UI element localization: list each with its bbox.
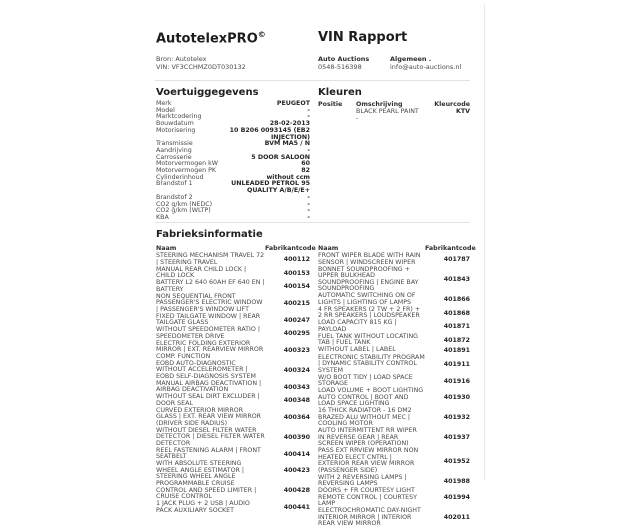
factory-row-code: 400215: [283, 299, 310, 307]
factory-row-name: PASS EXT RRVIEW MIRROR NON HEATED ELECT CNTRL | EXTERIOR REAR VIEW MIRROR (PASSENGER SIDE): [318, 447, 419, 474]
vehicle-row-value: -: [307, 106, 310, 114]
factory-row-name: EOBD AUTO-DIAGNOSTIC WITHOUT ACCELEROMETER | EOBD SELF-DIAGNOSIS SYSTEM: [156, 359, 256, 380]
factory-row-code: 400153: [283, 269, 310, 277]
contact-label: Algemeen .: [390, 55, 432, 63]
factory-row: [156, 294, 310, 314]
header-divider: [155, 80, 470, 81]
factory-row: [156, 361, 310, 381]
factory-right-name-header: Naam: [318, 245, 339, 252]
factory-row: [156, 481, 310, 501]
factory-row: [156, 448, 310, 461]
factory-row: [156, 461, 310, 481]
factory-row-code: 400247: [283, 316, 310, 324]
factory-row: [318, 428, 470, 448]
colors-header-code: Kleurcode: [434, 101, 470, 108]
trademark-symbol: ©: [257, 30, 266, 39]
vehicle-row-value: -: [307, 146, 310, 154]
factory-row: [156, 428, 310, 448]
vehicle-row-label: CO2 g/km (NEDC): [156, 200, 213, 208]
factory-row-code: 401916: [443, 377, 470, 385]
factory-right-header-row: [318, 245, 476, 252]
vehicle-row: [156, 208, 310, 215]
report-title: VIN Rapport: [318, 30, 408, 45]
factory-row-name: AUTO INTERMITTENT RR WIPER IN REVERSE GEAR | REAR SCREEN WIPER (OPERATION): [318, 427, 417, 447]
factory-row-name: CURVED EXTERIOR MIRROR GLASS | EXT. REAR VIEW MIRROR (DRIVER SIDE RADIUS): [156, 406, 262, 427]
factory-row-code: 400364: [283, 413, 310, 421]
factory-row-code: 401988: [443, 477, 470, 485]
factory-row-name: LOAD CAPACITY 815 KG | PAYLOAD: [318, 319, 397, 333]
factory-row-name: AUTOMATIC SWITCHING ON OF LIGHTS | LIGHTING OF LAMPS: [318, 292, 416, 306]
factory-row-name: ELECTROCHROMATIC DAY-NIGHT INTERIOR MIRROR | INTERIOR REAR VIEW MIRROR: [318, 507, 421, 527]
vehicle-row-value: PEUGEOT: [276, 100, 310, 107]
company-phone: 0548-516398: [318, 63, 362, 71]
color-row-description: BLACK PEARL PAINT: [356, 108, 419, 115]
factory-row-name: DOORS + FR COURTESY LIGHT REMOTE CONTROL | COURTESY LAMP: [318, 487, 417, 507]
factory-row-code: 400112: [283, 256, 310, 263]
factory-row: [318, 347, 470, 354]
color-row: [318, 115, 470, 122]
vehicle-row-label: Motorvermogen PK: [156, 167, 217, 175]
vehicle-row-value: 5 DOOR SALOON: [251, 153, 310, 161]
color-row-position: [318, 115, 356, 122]
factory-row: [156, 280, 310, 293]
vehicle-row-label: Cylinderinhoud: [156, 173, 204, 181]
factory-row-code: 400154: [283, 283, 310, 290]
factory-row: [156, 408, 310, 428]
vehicle-row-value: 60: [301, 160, 310, 168]
vehicle-data-table: [156, 101, 310, 222]
factory-row-code: 401787: [443, 256, 470, 263]
contact-email: info@auto-auctions.nl: [390, 63, 462, 71]
factory-row-code: 400414: [283, 450, 310, 458]
vehicle-row-value: without ccm: [266, 173, 310, 181]
color-row-description: -: [356, 115, 359, 122]
vehicle-row-label: Marktcodering: [156, 113, 202, 121]
contact-block: [390, 55, 461, 71]
factory-row-code: 401952: [443, 457, 470, 465]
factory-section-title: Fabrieksinformatie: [156, 229, 263, 240]
factory-row-name: ELECTRIC FOLDING EXTERIOR MIRROR | EXT. REARVIEW MIRROR COMP. FUNCTION: [156, 339, 264, 360]
vehicle-row-value: -: [307, 213, 310, 221]
factory-row-code: 402011: [443, 514, 470, 522]
colors-section-title: Kleuren: [318, 87, 362, 98]
vehicle-row: [156, 181, 310, 194]
vehicle-row-value: 82: [301, 167, 310, 175]
vehicle-row-label: Motorvermogen kW: [156, 160, 218, 168]
vehicle-row-value: 28-02-2013: [269, 120, 310, 128]
factory-left-code-header: Fabrikantcode: [265, 245, 316, 252]
factory-row-name: WITHOUT DIESEL FILTER WATER DETECTOR | DIESEL FILTER WATER DETECTOR: [156, 426, 265, 447]
factory-row: [156, 267, 310, 280]
factory-row-code: 401843: [443, 276, 470, 283]
vehicle-row-label: Motorisering: [156, 126, 196, 134]
vehicle-row-label: Brandstof 2: [156, 193, 193, 201]
colors-header-position: Positie: [318, 101, 343, 108]
vehicle-row-value: -: [307, 193, 310, 201]
vehicle-row-value: UNLEADED PETROL 95 QUALITY A/B/E/E+: [231, 180, 310, 195]
factory-row-code: 401911: [443, 360, 470, 368]
factory-left-name-header: Naam: [156, 245, 177, 252]
factory-row: [156, 501, 310, 514]
factory-row-name: 1 JACK PLUG + 2 USB | AUDIO PACK AUXILIARY SOCKET: [156, 500, 250, 514]
factory-row: [318, 508, 470, 528]
factory-row: [318, 334, 470, 347]
colors-table: [318, 101, 470, 122]
factory-row: [318, 408, 470, 428]
factory-row: [318, 307, 470, 320]
vehicle-row: [156, 101, 310, 108]
page-right-edge: [484, 4, 485, 480]
factory-row-code: 401872: [443, 336, 470, 344]
color-row: [318, 108, 470, 115]
factory-row-code: 401891: [443, 347, 470, 354]
vehicle-row: [156, 128, 310, 141]
colors-rows: [318, 108, 470, 122]
vehicle-row-label: Carrosserie: [156, 153, 192, 161]
company-block: [318, 55, 369, 71]
factory-row-name: WITH 2 REVERSING LAMPS | REVERSING LAMPS: [318, 473, 407, 487]
vehicle-row-value: 10 B206 0093145 (EB2 INJECTION): [229, 126, 310, 141]
factory-row-code: 400324: [283, 366, 310, 374]
factory-row-code: 401868: [443, 309, 470, 317]
factory-table-right: [318, 245, 476, 528]
factory-row-name: WITH ABSOLUTE STEERING WHEEL ANGLE ESTIMATOR | STEERING WHEEL ANGLE: [156, 460, 245, 480]
source-line: Bron: Autotelex: [156, 55, 207, 63]
factory-row: [156, 394, 310, 407]
factory-row: [318, 448, 470, 474]
factory-row-name: WITHOUT SEAL DIRT EXCLUDER | DOOR SEAL: [156, 393, 260, 407]
vehicle-row-label: Aandrijving: [156, 146, 192, 154]
vehicle-row-label: Model: [156, 106, 175, 114]
factory-row-code: 400428: [283, 487, 310, 495]
factory-row-name: BATTERY L2 640 60AH EF 640 EN | BATTERY: [156, 279, 265, 293]
factory-row-code: 400343: [283, 383, 310, 391]
app-title: AutotelexPRO©: [156, 30, 266, 47]
factory-right-code-header: Fabrikantcode: [425, 245, 476, 252]
vin-line: VIN: VF3CCHMZ0DT030132: [156, 63, 246, 71]
factory-row: [318, 475, 470, 488]
vehicle-row-value: BVM MA5 / N: [264, 140, 310, 148]
factory-row: [156, 253, 310, 266]
factory-row-name: FIXED TAILGATE WINDOW | REAR TAILGATE GLASS: [156, 312, 261, 326]
factory-right-rows: [318, 253, 470, 528]
color-row-code: KTV: [455, 108, 470, 115]
colors-header-description: Omschrijving: [356, 101, 403, 108]
factory-table-left: [156, 245, 316, 515]
factory-left-rows: [156, 253, 310, 514]
factory-row-code: 400348: [283, 397, 310, 404]
factory-row-name: STEERING MECHANISM TRAVEL 72 | STEERING TRAVEL: [156, 252, 265, 266]
factory-row: [318, 267, 470, 293]
section-divider: [155, 222, 470, 223]
factory-row: [318, 355, 470, 375]
factory-row-name: 4 FR SPEAKERS (2 TW + 2 FR) + 2 RR SPEAKERS | LOUDSPEAKER: [318, 305, 421, 319]
vehicle-row-label: KBA: [156, 213, 169, 221]
factory-row: [318, 293, 470, 306]
factory-row-name: NON SEQUENTIAL FRONT PASSENGER'S ELECTRIC WINDOW | PASSENGER'S WINDOW LIFT: [156, 292, 263, 313]
factory-row-name: WITHOUT LABEL | LABEL: [318, 346, 396, 354]
factory-row-code: 400441: [283, 504, 310, 511]
vehicle-row-label: CO2 g/km (WLTP): [156, 207, 211, 215]
factory-row-name: WITHOUT SPEEDOMETER RATIO | SPEEDOMETER DRIVE: [156, 326, 260, 340]
factory-row-code: 401866: [443, 296, 470, 303]
factory-row-code: 401994: [443, 494, 470, 502]
factory-row-name: BONNET SOUNDPROOFING + UPPER BULKHEAD SOUNDPROOFING | ENGINE BAY SOUNDPROOFING: [318, 265, 419, 292]
factory-row-code: 401930: [443, 394, 470, 402]
factory-row: [156, 314, 310, 327]
factory-row-code: 400423: [283, 467, 310, 475]
factory-row: [318, 375, 470, 388]
company-name: Auto Auctions: [318, 55, 370, 63]
factory-row-name: FUEL TANK WITHOUT LOCATING TAB | FUEL TANK: [318, 332, 419, 346]
factory-row: [318, 388, 470, 408]
vehicle-row-value: -: [307, 207, 310, 215]
factory-row-code: 401937: [443, 434, 470, 442]
factory-row: [156, 381, 310, 394]
vehicle-section-title: Voertuiggegevens: [156, 87, 259, 98]
factory-row: [318, 320, 470, 333]
color-row-code: [430, 115, 470, 122]
factory-row-name: W/O BOOT TIDY | LOAD SPACE STORAGE: [318, 373, 413, 387]
vehicle-row-value: -: [307, 200, 310, 208]
factory-row-name: 16 THICK RADIATOR - 16 DM2 BRAZED ALU WITHOUT MEC | COOLING MOTOR: [318, 407, 412, 427]
factory-row-name: FRONT WIPER BLADE WITH RAIN SENSOR | WINDSCREEN WIPER: [318, 252, 421, 266]
factory-row-name: ELECTRONIC STABILITY PROGRAM | DYNAMIC STABILITY CONTROL SYSTEM: [318, 353, 425, 374]
factory-row: [156, 327, 310, 340]
factory-row-code: 400295: [283, 330, 310, 337]
factory-row: [318, 488, 470, 508]
factory-row-code: 400323: [283, 346, 310, 354]
source-block: [156, 55, 246, 71]
factory-row-code: 401932: [443, 414, 470, 422]
colors-header-row: [318, 101, 470, 108]
factory-row-name: LOAD VOLUME + BOOT LIGHTING AUTO CONTROL | BOOT AND LOAD SPACE LIGHTING: [318, 387, 424, 407]
factory-row: [318, 253, 470, 266]
factory-row-code: 401871: [443, 323, 470, 330]
factory-row-name: PROGRAMMABLE CRUISE CONTROL AND SPEED LIMITER | CRUISE CONTROL: [156, 480, 257, 500]
factory-row-name: MANUAL AIRBAG DEACTIVATION | AIRBAG DEACTIVATION: [156, 379, 262, 393]
factory-row-name: MANUAL REAR CHILD LOCK | CHILD LOCK: [156, 265, 247, 279]
vehicle-row-label: Merk: [156, 100, 172, 107]
factory-row: [156, 341, 310, 361]
vehicle-row-label: Brandstof 1: [156, 180, 193, 188]
vehicle-row-label: Transmissie: [156, 140, 193, 148]
factory-row-name: REEL FASTENING ALARM | FRONT SEATBELT: [156, 446, 261, 460]
factory-row-code: 400390: [283, 433, 310, 441]
vehicle-row: [156, 215, 310, 222]
factory-left-header-row: [156, 245, 316, 252]
vehicle-row-value: -: [307, 113, 310, 121]
vehicle-row-label: Bouwdatum: [156, 120, 194, 128]
color-row-position: [318, 108, 356, 115]
